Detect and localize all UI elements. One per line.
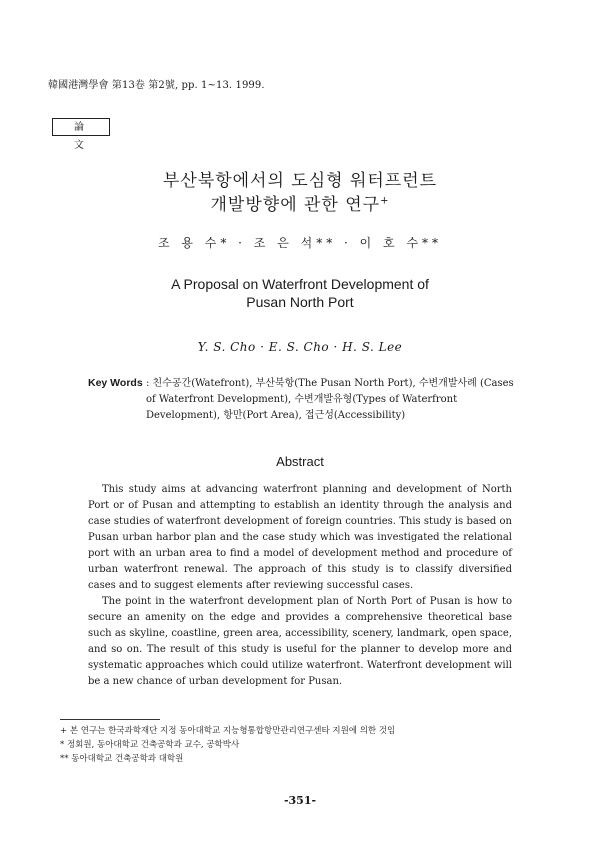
title-en-line1: A Proposal on Waterfront Development of bbox=[171, 276, 429, 292]
page-number: -351- bbox=[283, 794, 317, 807]
title-ko-line2-text: 개발방향에 관한 연구 bbox=[210, 195, 381, 215]
authors-en: Y. S. Cho · E. S. Cho · H. S. Lee bbox=[197, 340, 403, 354]
footnote-3: ** 동아대학교 건축공학과 대학원 bbox=[60, 754, 184, 764]
abstract-paragraph-1: This study aims at advancing waterfront planning and development of North Port or of Pusan and attempting to establish an identity through the analysis and case studies of waterfront development of foreign countries. This study is based on Pusan urban harbor plan and the case study which was investigated the relational port with an urban area to find a model of development method and procedure of urban waterfront renewal. The approach of this study is to classify diversified cases and to suggest elements after reviewing successful cases. bbox=[88, 484, 512, 591]
footnote-1: + 본 연구는 한국과학재단 지정 동아대학교 지능형통합항만관리연구센타 지원에 의한 것임 bbox=[60, 726, 396, 736]
abstract-paragraph-2: The point in the waterfront development plan of North Port of Pusan is how to secure an amenity on the edge and provides a comprehensive theoretical base such as skyline, coastline, green area, accessibility, scenery, landmark, open space, and so on. The result of this study is useful for the planner to develop more and systematic approaches which could utilize waterfront. Waterfront development will be a new chance of urban development for Pusan. bbox=[88, 596, 512, 687]
journal-citation: 韓國港灣學會 第13卷 第2號, pp. 1~13. 1999. bbox=[48, 80, 265, 91]
title-en-line2: Pusan North Port bbox=[246, 294, 354, 310]
abstract-heading: Abstract bbox=[276, 454, 324, 469]
footnotes bbox=[60, 724, 395, 766]
abstract-body bbox=[88, 482, 512, 690]
keywords-label: Key Words bbox=[88, 377, 143, 389]
title-footnote-mark: + bbox=[380, 195, 390, 207]
section-label: 論 文 bbox=[52, 118, 110, 136]
title-ko-line2 bbox=[0, 190, 600, 215]
authors-ko: 조 용 수* · 조 은 석** · 이 호 수** bbox=[157, 236, 443, 250]
footnote-rule bbox=[60, 719, 160, 720]
keywords-text: : 친수공간(Watefront), 부산북항(The Pusan North Port), 수변개발사례 (Cases of Waterfront Development), 수변개발유형(Types of Waterfront Development), 항만(Port Area), 접근성(Accessibility) bbox=[146, 378, 514, 421]
footnote-2: * 정회원, 동아대학교 건축공학과 교수, 공학박사 bbox=[60, 740, 240, 750]
title-ko-line1: 부산북항에서의 도심형 워터프런트 bbox=[162, 171, 438, 191]
